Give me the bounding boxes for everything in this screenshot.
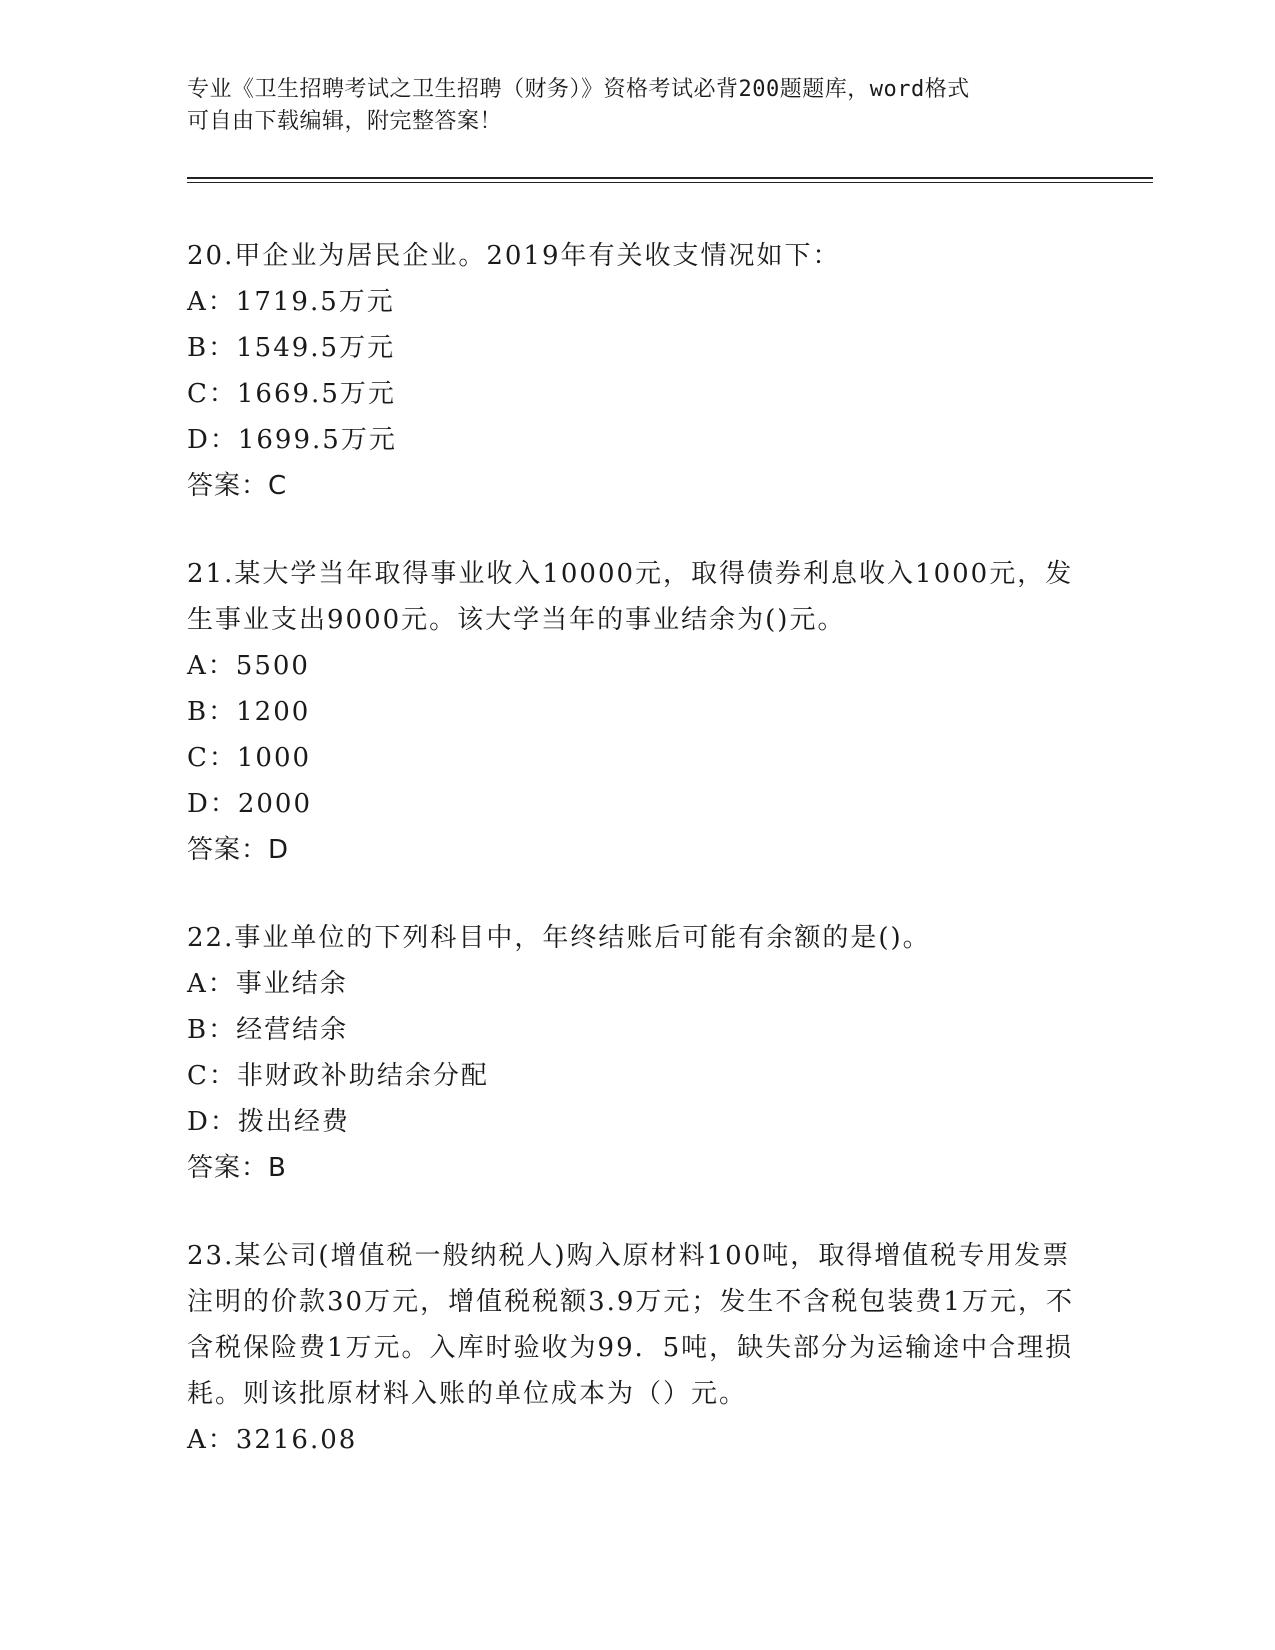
option-b: B：经营结余	[187, 1015, 349, 1045]
question-23	[187, 1233, 1087, 1463]
option-a: A：事业结余	[187, 969, 348, 999]
option-c: C：非财政补助结余分配	[187, 1061, 489, 1091]
option-a: A：3216.08	[187, 1425, 358, 1455]
answer-label: 答案：C	[187, 471, 288, 501]
question-stem: 21.某大学当年取得事业收入10000元，取得债券利息收入1000元，发生事业支出9000元。该大学当年的事业结余为()元。	[187, 559, 1074, 635]
option-c: C：1669.5万元	[187, 379, 396, 409]
question-22	[187, 915, 1087, 1191]
answer-label: 答案：B	[187, 1153, 287, 1183]
header-line-2: 可自由下载编辑，附完整答案！	[187, 109, 503, 134]
option-d: D：2000	[187, 789, 313, 819]
question-stem: 20.甲企业为居民企业。2019年有关收支情况如下：	[187, 241, 841, 271]
option-b: B：1200	[187, 697, 311, 727]
option-a: A：1719.5万元	[187, 287, 395, 317]
header-divider-thick	[187, 177, 1153, 179]
question-stem: 22.事业单位的下列科目中，年终结账后可能有余额的是()。	[187, 923, 931, 953]
header-line-1: 专业《卫生招聘考试之卫生招聘（财务）》资格考试必背200题题库，word格式	[187, 77, 970, 102]
answer-label: 答案：D	[187, 835, 290, 865]
question-stem: 23.某公司(增值税一般纳税人)购入原材料100吨，取得增值税专用发票注明的价款30万元，增值税税额3.9万元；发生不含税包装费1万元，不含税保险费1万元。入库时验收为99．5吨，缺失部分为运输途中合理损耗。则该批原材料入账的单位成本为（）元。	[187, 1241, 1074, 1409]
option-d: D：1699.5万元	[187, 425, 397, 455]
question-20	[187, 233, 1087, 509]
header-divider-thin	[187, 182, 1153, 183]
document-header	[187, 74, 1087, 138]
option-c: C：1000	[187, 743, 312, 773]
option-b: B：1549.5万元	[187, 333, 396, 363]
question-21	[187, 551, 1087, 873]
option-a: A：5500	[187, 651, 310, 681]
question-list	[187, 233, 1087, 1505]
option-d: D：拨出经费	[187, 1107, 350, 1137]
